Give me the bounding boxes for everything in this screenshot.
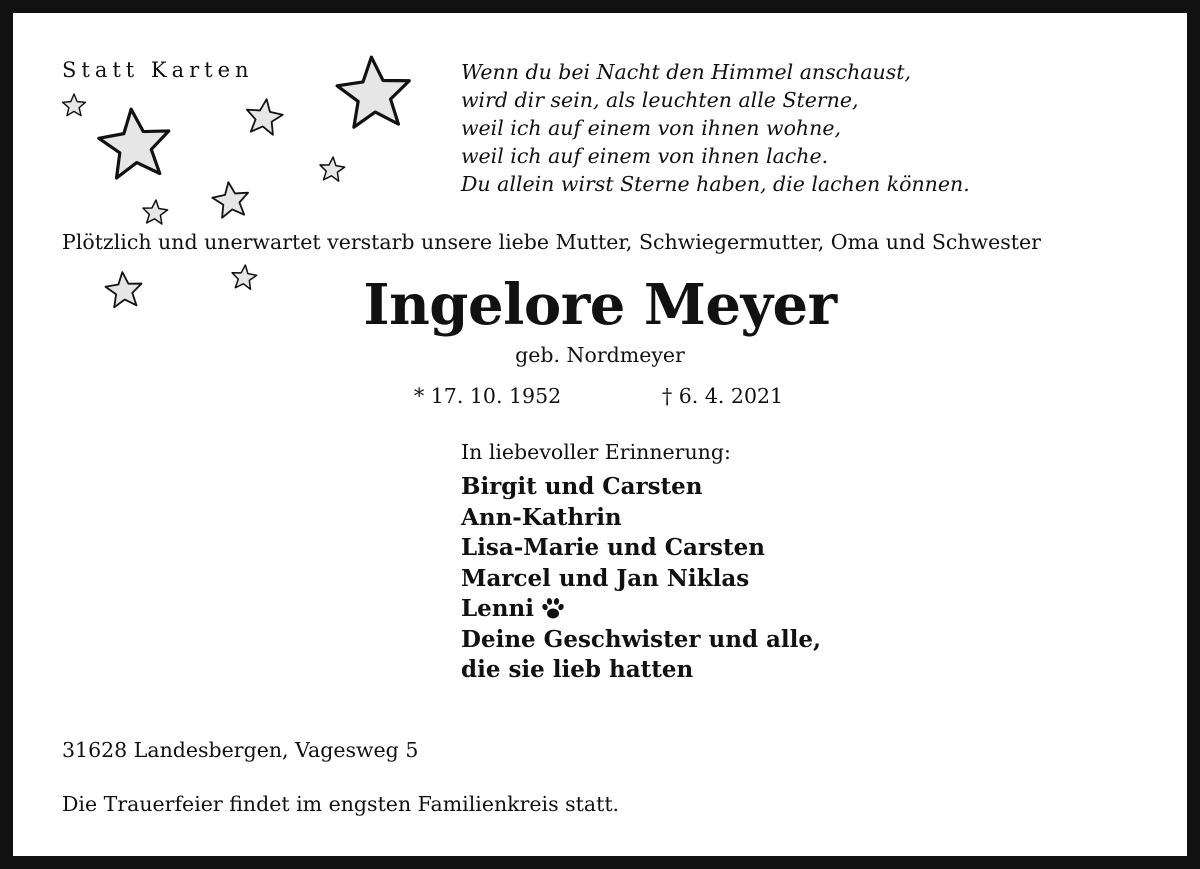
address: 31628 Landesbergen, Vagesweg 5 xyxy=(62,738,419,762)
star-icon xyxy=(207,177,255,225)
star-icon xyxy=(314,152,350,188)
star-icon xyxy=(240,94,288,142)
mourner-name: Lisa-Marie und Carsten xyxy=(461,534,765,561)
intro-text: Plötzlich und unerwartet verstarb unsere liebe Mutter, Schwiegermutter, Oma und Schwester xyxy=(62,230,1041,254)
poem-line: weil ich auf einem von ihnen wohne, xyxy=(461,116,841,140)
mourner-name: Lenni xyxy=(461,594,821,625)
mourners-list xyxy=(461,472,821,686)
poem-line: Du allein wirst Sterne haben, die lachen können. xyxy=(461,172,970,196)
birth-date: * 17. 10. 1952 xyxy=(414,384,562,408)
poem-line: weil ich auf einem von ihnen lache. xyxy=(461,144,829,168)
death-date: † 6. 4. 2021 xyxy=(662,384,784,408)
poem-line: Wenn du bei Nacht den Himmel anschaust, xyxy=(461,60,912,84)
maiden-name: geb. Nordmeyer xyxy=(515,343,685,367)
star-icon xyxy=(331,52,417,138)
mourner-name: Deine Geschwister und alle, xyxy=(461,625,822,653)
mourner-name: Marcel und Jan Niklas xyxy=(461,564,750,592)
star-icon xyxy=(137,195,173,231)
mourner-name: Birgit und Carsten xyxy=(461,473,703,500)
poem xyxy=(461,58,970,198)
star-icon xyxy=(57,89,91,123)
mourner-name: die sie lieb hatten xyxy=(461,656,694,683)
star-icon xyxy=(93,104,177,188)
paw-print-icon xyxy=(540,596,566,622)
poem-line: wird dir sein, als leuchten alle Sterne, xyxy=(461,88,859,112)
header-label: Statt Karten xyxy=(62,58,254,82)
funeral-note: Die Trauerfeier findet im engsten Familienkreis statt. xyxy=(62,792,620,816)
mourner-name: Ann-Kathrin xyxy=(461,503,622,531)
deceased-name: Ingelore Meyer xyxy=(363,272,837,338)
mourners-label: In liebevoller Erinnerung: xyxy=(461,440,731,464)
